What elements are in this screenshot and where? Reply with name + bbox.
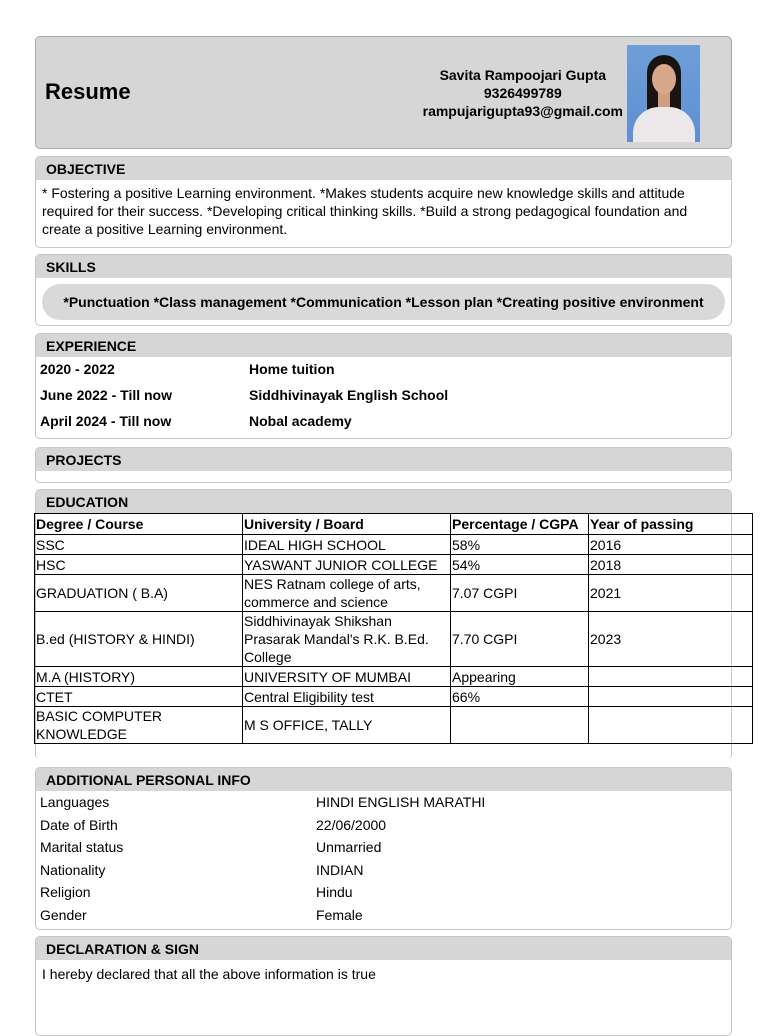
- table-cell: SSC: [35, 535, 243, 555]
- table-cell: 2018: [589, 555, 753, 575]
- table-cell: NES Ratnam college of arts, commerce and science: [243, 575, 451, 612]
- personal-info-row: [36, 881, 731, 904]
- info-value: HINDI ENGLISH MARATHI: [316, 794, 486, 810]
- experience-period: April 2024 - Till now: [40, 413, 172, 429]
- resume-header: [35, 36, 732, 149]
- experience-period: 2020 - 2022: [40, 361, 115, 377]
- table-cell: M S OFFICE, TALLY: [243, 707, 451, 744]
- education-column-header: Percentage / CGPA: [451, 514, 589, 535]
- table-row: [35, 575, 753, 612]
- table-cell: GRADUATION ( B.A): [35, 575, 243, 612]
- objective-section: [35, 156, 732, 248]
- table-cell: 66%: [451, 687, 589, 707]
- table-cell: 7.07 CGPI: [451, 575, 589, 612]
- table-cell: YASWANT JUNIOR COLLEGE: [243, 555, 451, 575]
- info-label: Languages: [40, 794, 110, 810]
- skills-section: [35, 254, 732, 326]
- table-cell: 7.70 CGPI: [451, 612, 589, 667]
- experience-row: [36, 357, 731, 383]
- table-cell: HSC: [35, 555, 243, 575]
- table-cell: 2016: [589, 535, 753, 555]
- personal-info-row: [36, 791, 731, 814]
- education-column-header: University / Board: [243, 514, 451, 535]
- table-row: [35, 687, 753, 707]
- table-cell: [451, 707, 589, 744]
- education-table: [34, 513, 753, 744]
- table-cell: IDEAL HIGH SCHOOL: [243, 535, 451, 555]
- table-cell: [589, 707, 753, 744]
- candidate-phone: 9326499789: [483, 85, 562, 101]
- personal-info-row: [36, 814, 731, 837]
- info-label: Date of Birth: [40, 816, 118, 833]
- table-cell: 2021: [589, 575, 753, 612]
- info-value: Female: [316, 906, 363, 923]
- table-row: [35, 612, 753, 667]
- experience-place: Nobal academy: [249, 413, 352, 429]
- experience-section: [35, 333, 732, 439]
- info-value: Unmarried: [316, 839, 382, 855]
- education-heading: EDUCATION: [36, 490, 731, 513]
- skills-text: *Punctuation *Class management *Communication *Lesson plan *Creating positive environment: [42, 284, 725, 320]
- table-cell: CTET: [35, 687, 243, 707]
- info-value: INDIAN: [316, 861, 364, 878]
- personal-info-row: [36, 859, 731, 882]
- personal-info-row: [36, 836, 731, 859]
- experience-heading: EXPERIENCE: [36, 334, 731, 357]
- info-label: Nationality: [40, 861, 106, 878]
- education-table-header: [35, 514, 753, 535]
- resume-title: Resume: [45, 79, 131, 104]
- profile-photo: [627, 45, 700, 142]
- table-cell: BASIC COMPUTER KNOWLEDGE: [35, 707, 243, 744]
- contact-block: [423, 66, 623, 120]
- personal-info-heading: ADDITIONAL PERSONAL INFO: [36, 768, 731, 791]
- personal-info-section: [35, 767, 732, 930]
- education-section: [35, 489, 732, 759]
- candidate-name: Savita Rampoojari Gupta: [439, 67, 607, 83]
- table-cell: 58%: [451, 535, 589, 555]
- projects-heading: PROJECTS: [36, 448, 731, 471]
- education-column-header: Degree / Course: [35, 514, 243, 535]
- table-cell: 54%: [451, 555, 589, 575]
- experience-row: [36, 409, 731, 435]
- experience-place: Home tuition: [249, 361, 335, 377]
- objective-heading: OBJECTIVE: [36, 157, 731, 180]
- table-cell: UNIVERSITY OF MUMBAI: [243, 667, 451, 687]
- table-cell: [589, 687, 753, 707]
- declaration-text: I hereby declared that all the above information is true: [42, 966, 376, 982]
- declaration-section: [35, 936, 732, 1036]
- info-value: 22/06/2000: [316, 816, 387, 833]
- table-cell: 2023: [589, 612, 753, 667]
- objective-text: * Fostering a positive Learning environment. *Makes students acquire new knowledge skills and attitude required for their success. *Developing critical thinking skills. *Build a strong pedagogical foundation and create a positive Learning environment.: [42, 185, 688, 237]
- info-label: Religion: [40, 884, 91, 900]
- info-label: Gender: [40, 906, 87, 923]
- experience-list: [36, 357, 731, 435]
- table-cell: Appearing: [451, 667, 589, 687]
- info-value: Hindu: [316, 884, 353, 900]
- experience-place: Siddhivinayak English School: [249, 387, 449, 403]
- candidate-email: rampujarigupta93@gmail.com: [422, 103, 623, 119]
- education-column-header: Year of passing: [589, 514, 753, 535]
- table-row: [35, 667, 753, 687]
- table-cell: Central Eligibility test: [243, 687, 451, 707]
- declaration-heading: DECLARATION & SIGN: [36, 937, 731, 960]
- table-cell: M.A (HISTORY): [35, 667, 243, 687]
- table-row: [35, 707, 753, 744]
- personal-info-list: [36, 791, 731, 926]
- skills-heading: SKILLS: [36, 255, 731, 278]
- personal-info-row: [36, 904, 731, 927]
- table-cell: Siddhivinayak Shikshan Prasarak Mandal's R.K. B.Ed. College: [243, 612, 451, 667]
- table-cell: [589, 667, 753, 687]
- info-label: Marital status: [40, 839, 124, 855]
- projects-section: [35, 447, 732, 483]
- table-row: [35, 535, 753, 555]
- table-row: [35, 555, 753, 575]
- experience-period: June 2022 - Till now: [40, 387, 173, 403]
- experience-row: [36, 383, 731, 409]
- table-cell: B.ed (HISTORY & HINDI): [35, 612, 243, 667]
